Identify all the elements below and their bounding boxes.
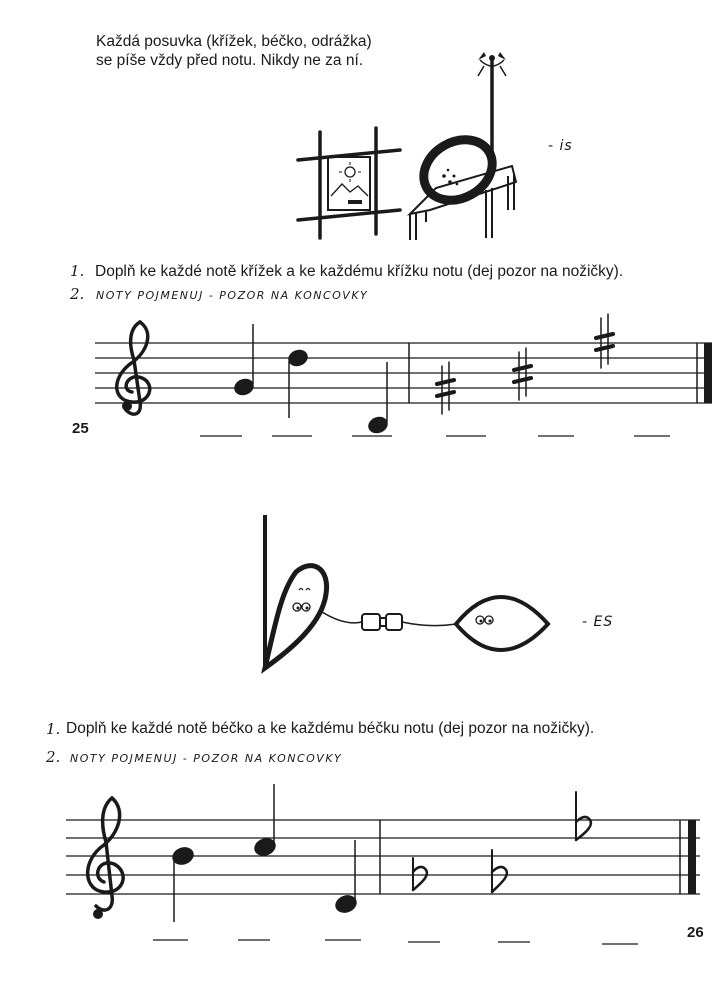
sharp-task2-text: NOTY POJMENUJ - POZOR NA KONCOVKY	[96, 289, 369, 302]
sharp-task1-number: 1.	[70, 262, 85, 280]
flat-task2-text: NOTY POJMENUJ - POZOR NA KONCOVKY	[70, 752, 343, 765]
intro-line-2: se píše vždy před notu. Nikdy ne za ní.	[96, 52, 364, 69]
sharp-suffix: - is	[548, 138, 573, 154]
flat-sign	[576, 792, 591, 840]
intro-line-1: Každá posuvka (křížek, béčko, odrážka)	[96, 33, 372, 50]
treble-clef-icon	[88, 798, 123, 910]
page-number-25: 25	[72, 420, 89, 437]
flat-task2-number: 2.	[46, 748, 61, 766]
flat-task1-number: 1.	[46, 720, 61, 738]
flat-suffix: - ES	[582, 614, 614, 630]
sharp-task1-text: Doplň ke každé notě křížek a ke každému křížku notu (dej pozor na nožičky).	[95, 263, 624, 280]
flat-sign	[413, 858, 427, 890]
flat-task1-text: Doplň ke každé notě béčko a ke každému béčku notu (dej pozor na nožičky).	[66, 720, 595, 737]
page-number-26: 26	[687, 924, 704, 941]
sharp-task2-number: 2.	[70, 285, 85, 303]
